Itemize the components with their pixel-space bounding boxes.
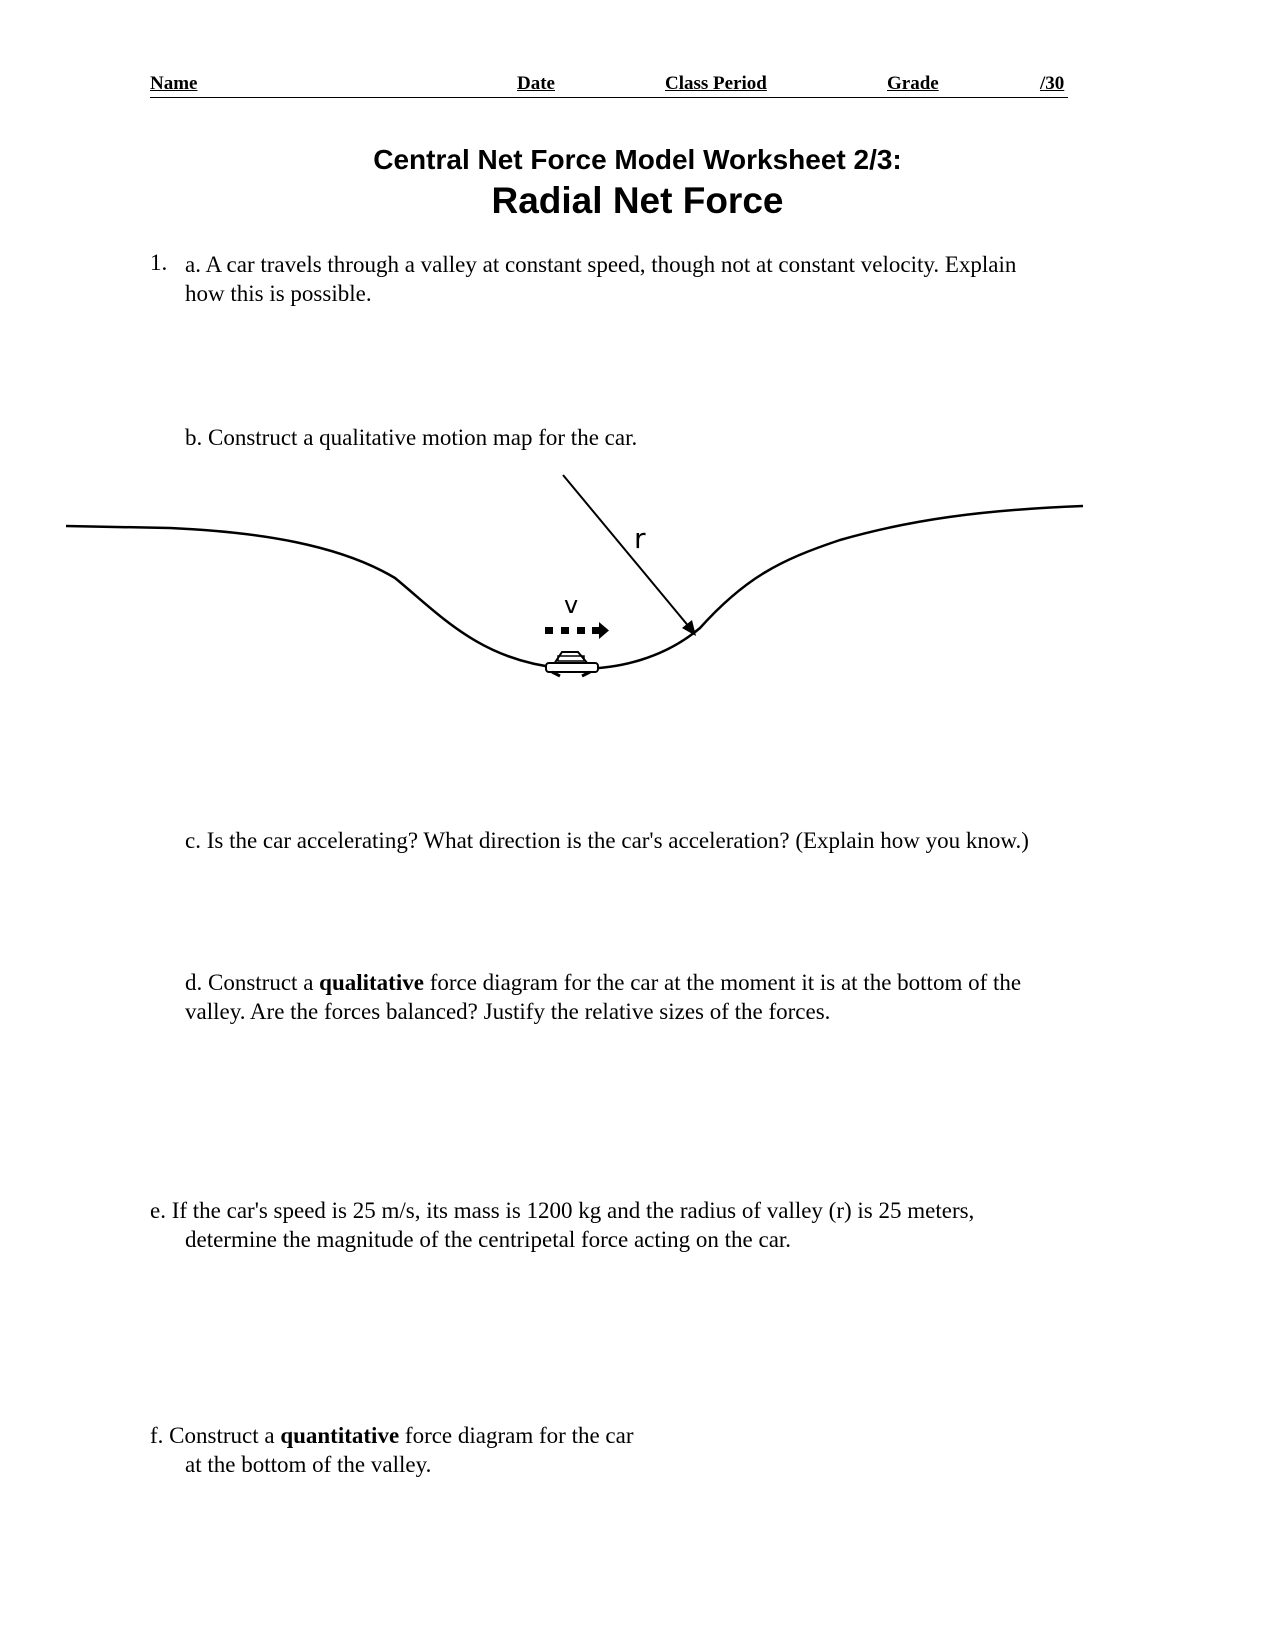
valley-curve xyxy=(66,506,1083,669)
question-d xyxy=(185,968,1021,1026)
question-d-post: force diagram for the car at the moment it is at the bottom of the xyxy=(423,970,1022,995)
grade-total: /30 xyxy=(1040,73,1065,94)
question-e-line2: determine the magnitude of the centripetal force acting on the car. xyxy=(185,1227,792,1252)
radius-label: r xyxy=(634,522,646,555)
question-f-bold: quantitative xyxy=(280,1423,400,1448)
question-f-line2: at the bottom of the valley. xyxy=(185,1452,432,1477)
question-d-pre: d. Construct a xyxy=(185,970,320,995)
worksheet-subtitle: Radial Net Force xyxy=(491,180,784,221)
velocity-label: v xyxy=(564,591,579,619)
valley-diagram xyxy=(0,460,1275,700)
class-period-label: Class Period xyxy=(665,73,767,94)
car-icon xyxy=(546,652,598,676)
question-f-post: force diagram for the car xyxy=(399,1423,634,1448)
question-d-line2: valley. Are the forces balanced? Justify the relative sizes of the forces. xyxy=(185,999,831,1024)
question-number: 1. xyxy=(150,250,168,275)
question-a-line2: how this is possible. xyxy=(185,281,372,306)
question-a-line1: a. A car travels through a valley at constant speed, though not at constant velocity. Explain xyxy=(185,252,1017,277)
worksheet-title: Central Net Force Model Worksheet 2/3: xyxy=(373,144,902,175)
question-a xyxy=(185,250,1016,308)
question-d-bold: qualitative xyxy=(319,970,424,995)
question-e-line1: e. If the car's speed is 25 m/s, its mass is 1200 kg and the radius of valley (r) is 25 meters, xyxy=(150,1198,975,1223)
question-b: b. Construct a qualitative motion map for the car. xyxy=(185,425,638,450)
question-d-line1 xyxy=(185,968,1021,997)
question-c: c. Is the car accelerating? What direction is the car's acceleration? (Explain how you know.) xyxy=(185,828,1029,853)
question-e xyxy=(150,1196,974,1254)
velocity-arrow xyxy=(545,622,609,639)
question-f xyxy=(150,1421,634,1479)
grade-label: Grade xyxy=(887,73,939,94)
radius-arrow xyxy=(563,475,696,636)
question-f-line1 xyxy=(150,1421,634,1450)
question-f-pre: f. Construct a xyxy=(150,1423,281,1448)
header-row xyxy=(150,73,1068,98)
date-label: Date xyxy=(517,73,555,94)
name-label: Name xyxy=(150,73,198,94)
